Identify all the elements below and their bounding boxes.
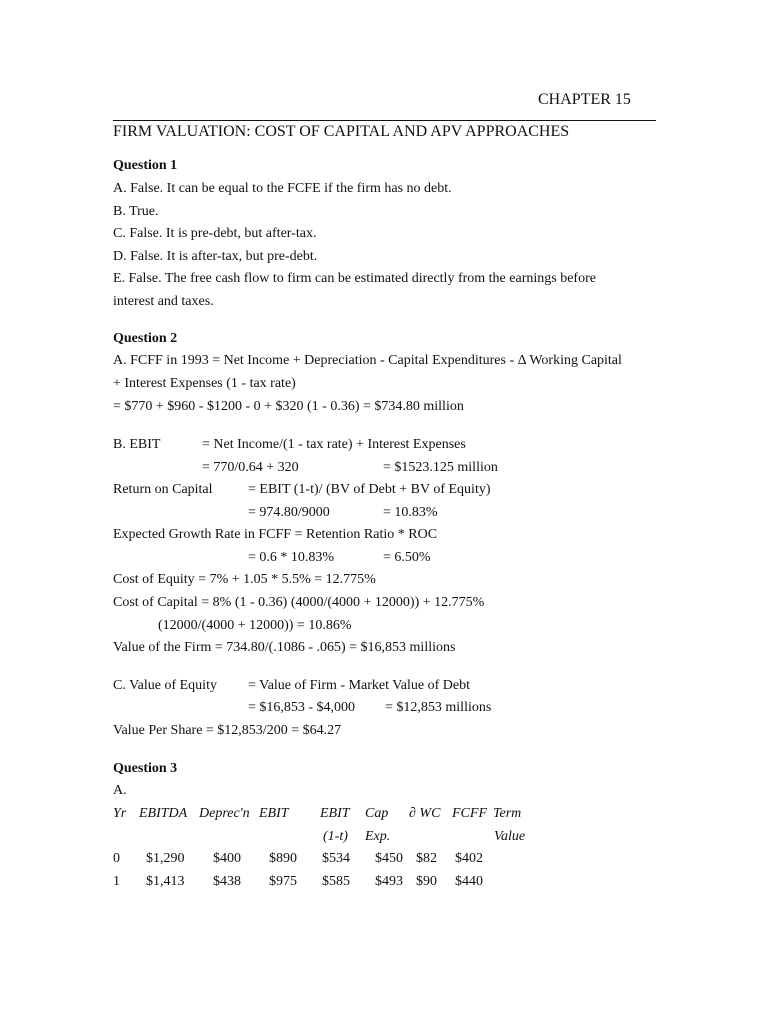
q2-c-eq1: = Value of Firm - Market Value of Debt	[248, 678, 470, 693]
q2-c-result: = $12,853 millions	[385, 700, 492, 715]
q2-b-eq1: = Net Income/(1 - tax rate) + Interest Expenses	[202, 437, 466, 452]
chapter-label: CHAPTER 15	[538, 91, 631, 108]
question-2-heading: Question 2	[113, 331, 178, 346]
q2-cost-of-equity: Cost of Equity = 7% + 1.05 * 5.5% = 12.775%	[113, 572, 376, 587]
table-row-0-ebit-1t: $534	[322, 851, 350, 866]
q2-a-line2: + Interest Expenses (1 - tax rate)	[113, 376, 296, 391]
table-row-1-yr: 1	[113, 874, 120, 889]
q2-roc-result: = 10.83%	[383, 505, 438, 520]
q3-col-capex-sub: Exp.	[365, 829, 391, 844]
q1-answer-b: B. True.	[113, 204, 159, 219]
table-row-0-deprecn: $400	[213, 851, 241, 866]
q1-answer-c: C. False. It is pre-debt, but after-tax.	[113, 226, 317, 241]
q3-col-ebit-1t-sub: (1-t)	[323, 829, 348, 844]
q2-b-eq2: = 770/0.64 + 320	[202, 460, 299, 475]
table-row-1-ebit: $975	[269, 874, 297, 889]
q2-growth-eq: = 0.6 * 10.83%	[248, 550, 335, 565]
header-rule	[113, 120, 656, 121]
table-row-0-yr: 0	[113, 851, 120, 866]
q2-value-of-firm: Value of the Firm = 734.80/(.1086 - .065) = $16,853 millions	[113, 640, 456, 655]
table-row-0-fcff: $402	[455, 851, 483, 866]
table-row-1-dwc: $90	[416, 874, 437, 889]
q2-c-eq2: = $16,853 - $4,000	[248, 700, 356, 715]
q3-col-ebit: EBIT	[259, 806, 289, 821]
table-row-1-capex: $493	[375, 874, 403, 889]
q3-col-term: Term	[493, 806, 522, 821]
q3-col-deprecn: Deprec'n	[199, 806, 250, 821]
table-row-0-dwc: $82	[416, 851, 437, 866]
q3-col-ebit-1t: EBIT	[320, 806, 350, 821]
table-row-0-ebitda: $1,290	[146, 851, 185, 866]
table-row-1-ebitda: $1,413	[146, 874, 185, 889]
q1-answer-e-line2: interest and taxes.	[113, 294, 214, 309]
q2-a-line1: A. FCFF in 1993 = Net Income + Depreciation - Capital Expenditures - Δ Working Capital	[113, 353, 622, 368]
q2-growth-line: Expected Growth Rate in FCFF = Retention Ratio * ROC	[113, 527, 438, 542]
q2-value-per-share: Value Per Share = $12,853/200 = $64.27	[113, 723, 342, 738]
q3-col-term-sub: Value	[494, 829, 526, 844]
q2-b-result: = $1523.125 million	[383, 460, 498, 475]
q1-answer-a: A. False. It can be equal to the FCFE if the firm has no debt.	[113, 181, 452, 196]
q3-col-fcff: FCFF	[452, 806, 487, 821]
q1-answer-d: D. False. It is after-tax, but pre-debt.	[113, 249, 318, 264]
q2-cost-of-capital-line1: Cost of Capital = 8% (1 - 0.36) (4000/(4000 + 12000)) + 12.775%	[113, 595, 485, 610]
q2-c-label: C. Value of Equity	[113, 678, 217, 693]
q2-roc-eq2: = 974.80/9000	[248, 505, 330, 520]
q2-a-line3: = $770 + $960 - $1200 - 0 + $320 (1 - 0.36) = $734.80 million	[113, 399, 464, 414]
q3-col-yr: Yr	[113, 806, 127, 821]
question-1-heading: Question 1	[113, 158, 178, 173]
table-row-0-capex: $450	[375, 851, 403, 866]
q1-answer-e-line1: E. False. The free cash flow to firm can be estimated directly from the earnings before	[113, 271, 596, 286]
chapter-title: FIRM VALUATION: COST OF CAPITAL AND APV APPROACHES	[113, 123, 570, 140]
q2-b-label: B. EBIT	[113, 437, 161, 452]
table-row-1-fcff: $440	[455, 874, 483, 889]
q3-part-a: A.	[113, 783, 127, 798]
table-row-1-ebit-1t: $585	[322, 874, 350, 889]
q2-growth-result: = 6.50%	[383, 550, 431, 565]
question-3-heading: Question 3	[113, 761, 178, 776]
q3-col-capex: Cap	[365, 806, 389, 821]
q2-roc-eq1: = EBIT (1-t)/ (BV of Debt + BV of Equity)	[248, 482, 491, 497]
table-row-0-ebit: $890	[269, 851, 297, 866]
q2-roc-label: Return on Capital	[113, 482, 213, 497]
table-row-1-deprecn: $438	[213, 874, 241, 889]
q3-col-ebitda: EBITDA	[139, 806, 188, 821]
q2-cost-of-capital-line2: (12000/(4000 + 12000)) = 10.86%	[158, 618, 352, 633]
q3-col-dwc: ∂ WC	[409, 806, 441, 821]
